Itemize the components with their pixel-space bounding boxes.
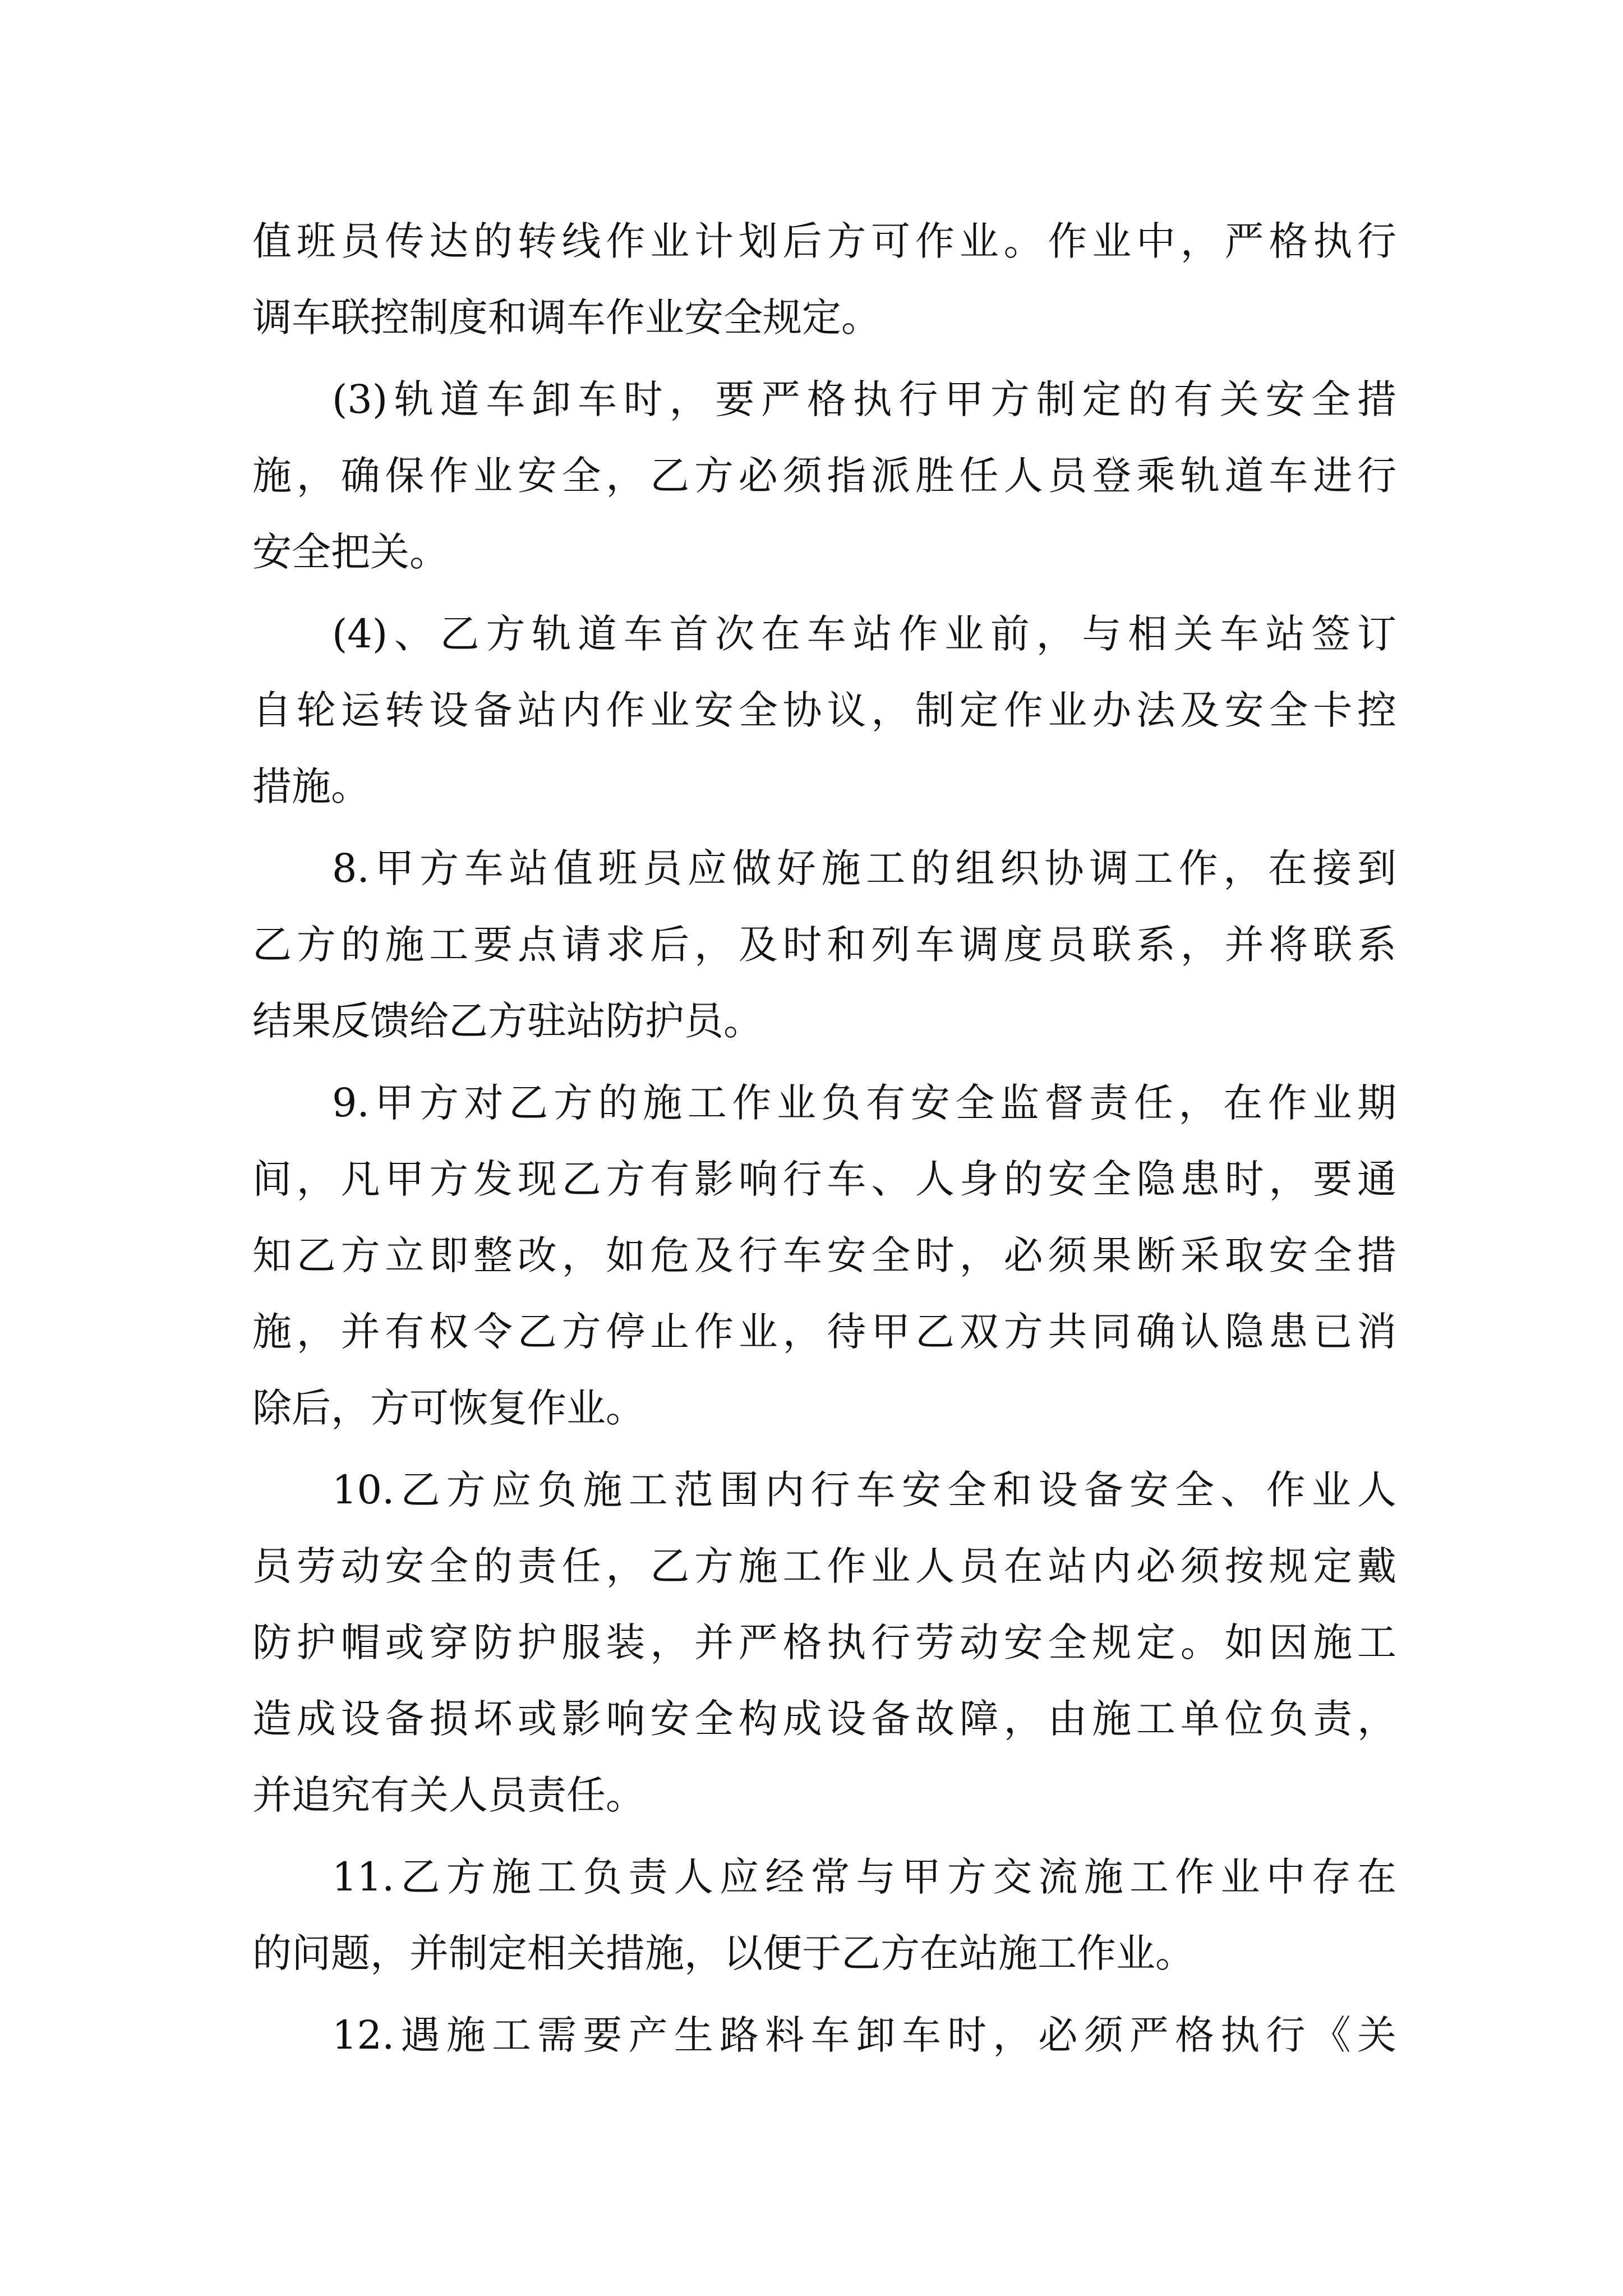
text-line-9: 8.甲方车站值班员应做好施工的组织协调工作，在接到 xyxy=(332,845,1396,891)
text-line-7: 自轮运转设备站内作业安全协议，制定作业办法及安全卡控 xyxy=(252,687,1396,733)
text-line-5: 安全把关。 xyxy=(252,529,449,575)
text-line-13: 间，凡甲方发现乙方有影响行车、人身的安全隐患时，要通 xyxy=(252,1156,1396,1202)
text-line-18: 员劳动安全的责任，乙方施工作业人员在站内必须按规定戴 xyxy=(252,1543,1396,1589)
text-line-23: 的问题，并制定相关措施，以便于乙方在站施工作业。 xyxy=(252,1930,1195,1976)
text-line-3: (3)轨道车卸车时，要严格执行甲方制定的有关安全措 xyxy=(332,376,1396,422)
text-line-2: 调车联控制度和调车作业安全规定。 xyxy=(252,295,880,341)
text-line-12: 9.甲方对乙方的施工作业负有安全监督责任，在作业期 xyxy=(332,1080,1396,1126)
text-line-19: 防护帽或穿防护服装，并严格执行劳动安全规定。如因施工 xyxy=(252,1619,1396,1665)
text-line-22: 11.乙方施工负责人应经常与甲方交流施工作业中存在 xyxy=(332,1854,1396,1900)
text-line-4: 施，确保作业安全，乙方必须指派胜任人员登乘轨道车进行 xyxy=(252,453,1396,499)
text-line-15: 施，并有权令乙方停止作业，待甲乙双方共同确认隐患已消 xyxy=(252,1309,1396,1355)
text-line-24: 12.遇施工需要产生路料车卸车时，必须严格执行《关 xyxy=(332,2012,1396,2058)
text-line-16: 除后，方可恢复作业。 xyxy=(252,1385,645,1431)
text-line-6: (4)、乙方轨道车首次在车站作业前，与相关车站签订 xyxy=(332,611,1396,657)
text-line-21: 并追究有关人员责任。 xyxy=(252,1772,645,1818)
text-line-8: 措施。 xyxy=(252,763,370,809)
text-line-17: 10.乙方应负施工范围内行车安全和设备安全、作业人 xyxy=(332,1467,1396,1513)
text-line-14: 知乙方立即整改，如危及行车安全时，必须果断采取安全措 xyxy=(252,1232,1396,1278)
text-line-1: 值班员传达的转线作业计划后方可作业。作业中，严格执行 xyxy=(252,218,1396,264)
text-line-10: 乙方的施工要点请求后，及时和列车调度员联系，并将联系 xyxy=(252,922,1396,968)
text-line-20: 造成设备损坏或影响安全构成设备故障，由施工单位负责， xyxy=(252,1696,1396,1742)
text-line-11: 结果反馈给乙方驻站防护员。 xyxy=(252,998,763,1044)
